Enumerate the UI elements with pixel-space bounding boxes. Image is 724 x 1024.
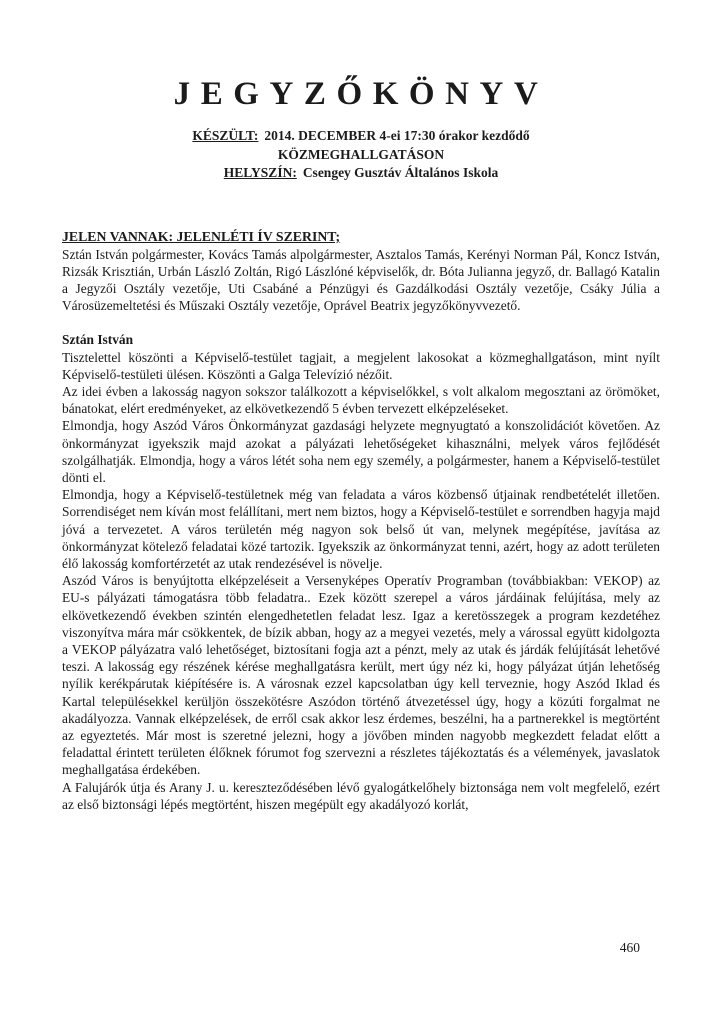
meta-line-location — [62, 164, 660, 183]
location-label: HELYSZÍN: — [223, 165, 297, 180]
speech-paragraph: Tisztelettel köszönti a Képviselő-testület tagjait, a megjelent lakosokat a közmeghallgatáson, mint nyílt Képviselő-testületi ülésen. Köszönti a Galga Televízió nézőit. — [62, 349, 660, 382]
page-number: 460 — [619, 940, 640, 955]
speech-paragraph: Elmondja, hogy a Képviselő-testületnek még van feladata a város közbenső útjainak rendbetételét illetően. Sorrendiséget nem kíván most felállítani, mert nem biztos, hogy a Képviselő-testület e sorrendben hagyja majd jóvá a tervezetet. A város területén még nagyon sok belső út van, melynek megépítése, javítása az önkormányzat kötelező feladatai közé tartozik. Igyekszik az önkormányzat tenni, azért, hogy az adott területen élő lakosság komfortérzetét az utak rendezésével is növelje. — [62, 487, 660, 571]
attendance-heading: JELEN VANNAK: JELENLÉTI ÍV SZERINT; — [62, 228, 341, 244]
speech-paragraph: Az idei évben a lakosság nagyon sokszor találkozott a képviselőkkel, s volt alkalom megosztani az örömöket, bánatokat, elért eredményeket, az elkövetkezendő 5 évben tervezett elképzeléseket. — [62, 383, 660, 417]
speech-paragraph: Elmondja, hogy Aszód Város Önkormányzat gazdasági helyzete megnyugtató a konszolidációt követően. Az önkormányzat igyekszik majd azokat a pályázati lehetőségeket kihasználni, melyek város fejlődését szolgálhatják. Elmondja, hogy a város létét soha nem egy személy, a polgármester, hanem a Képviselő-testület dönti el. — [62, 418, 660, 485]
document-title: JEGYZŐKÖNYV — [173, 76, 549, 112]
program-paragraph: Aszód Város is benyújtotta elképzeléseit a Versenyképes Operatív Programban (továbbiakban: VEKOP) az EU-s pályázati támogatásra több feladatra.. Ezek között szerepel a város járdáinak felújítása, mely az elkövetkezendő években szintén elengedhetetlen feladat lesz. Igaz a keretösszegek a program kezdetéhez viszonyítva mára már csökkentek, de bízik abban, hogy az a megyei vezetés, mely a várossal együtt kidolgozta a VEKOP pályázatra való lehetőséget, biztosítani fogja azt a pénzt, mely az utak és járdák felújítását lehetővé teszi. A lakosság egy részének kérése meghallgatásra került, mert úgy néz ki, hogy pályázat útján lehetőség nyílik kerékpárutak kiépítésére is. A városnak ezzel kapcsolatban úgy kell terveznie, hogy Aszód Iklad és Kartal településekkel kerüljön összekötésre Aszódon történő átvezetéssel úgy, hogy a közúti forgalmat ne akadályozza. Vannak elképzelések, de erről csak akkor lesz érdemes, beszélni, ha a partnerekkel is megtörtént az egyeztetés. Már most is szeretné jelezni, hogy a jövőben minden nagyobb megkezdett feladat előtt a feladattal érintett területen élőknek fórumot fog szervezni a részletes tájékoztatás és a vélemények, javaslatok meghallgatása érdekében. — [62, 573, 660, 778]
meta-line-made — [62, 127, 660, 146]
document-content — [0, 74, 724, 813]
made-text: 2014. DECEMBER 4-ei 17:30 órakor kezdődő — [264, 128, 530, 143]
meta-line-event: KÖZMEGHALLGATÁSON — [277, 146, 445, 162]
attendance-list: Sztán István polgármester, Kovács Tamás alpolgármester, Asztalos Tamás, Kerényi Norman Pál, Koncz István, Rizsák Krisztián, Urbán László Zoltán, Rigó Lászlóné képviselők, dr. Bóta Julianna jegyző, dr. Ballagó Katalin a Jegyzői Osztály vezetője, Uti Csabáné a Pénzügyi és Gazdálkodási Osztály vezetője, Csáky Júlia a Városüzemeltetési és Műszaki Osztály vezetője, Oprável Beatrix jegyzőkönyvvezető. — [62, 246, 660, 314]
made-label: KÉSZÜLT: — [192, 128, 259, 143]
location-text: Csengey Gusztáv Általános Iskola — [302, 165, 499, 180]
closing-paragraph: A Falujárók útja és Arany J. u. kereszteződésében lévő gyalogátkelőhely biztonsága nem volt megfelelő, ezért az első biztonsági lépés megtörtént, hiszen megépült egy akadályozó korlát, — [62, 779, 660, 812]
speaker-name: Sztán István — [62, 332, 134, 348]
meta-block — [62, 127, 660, 183]
